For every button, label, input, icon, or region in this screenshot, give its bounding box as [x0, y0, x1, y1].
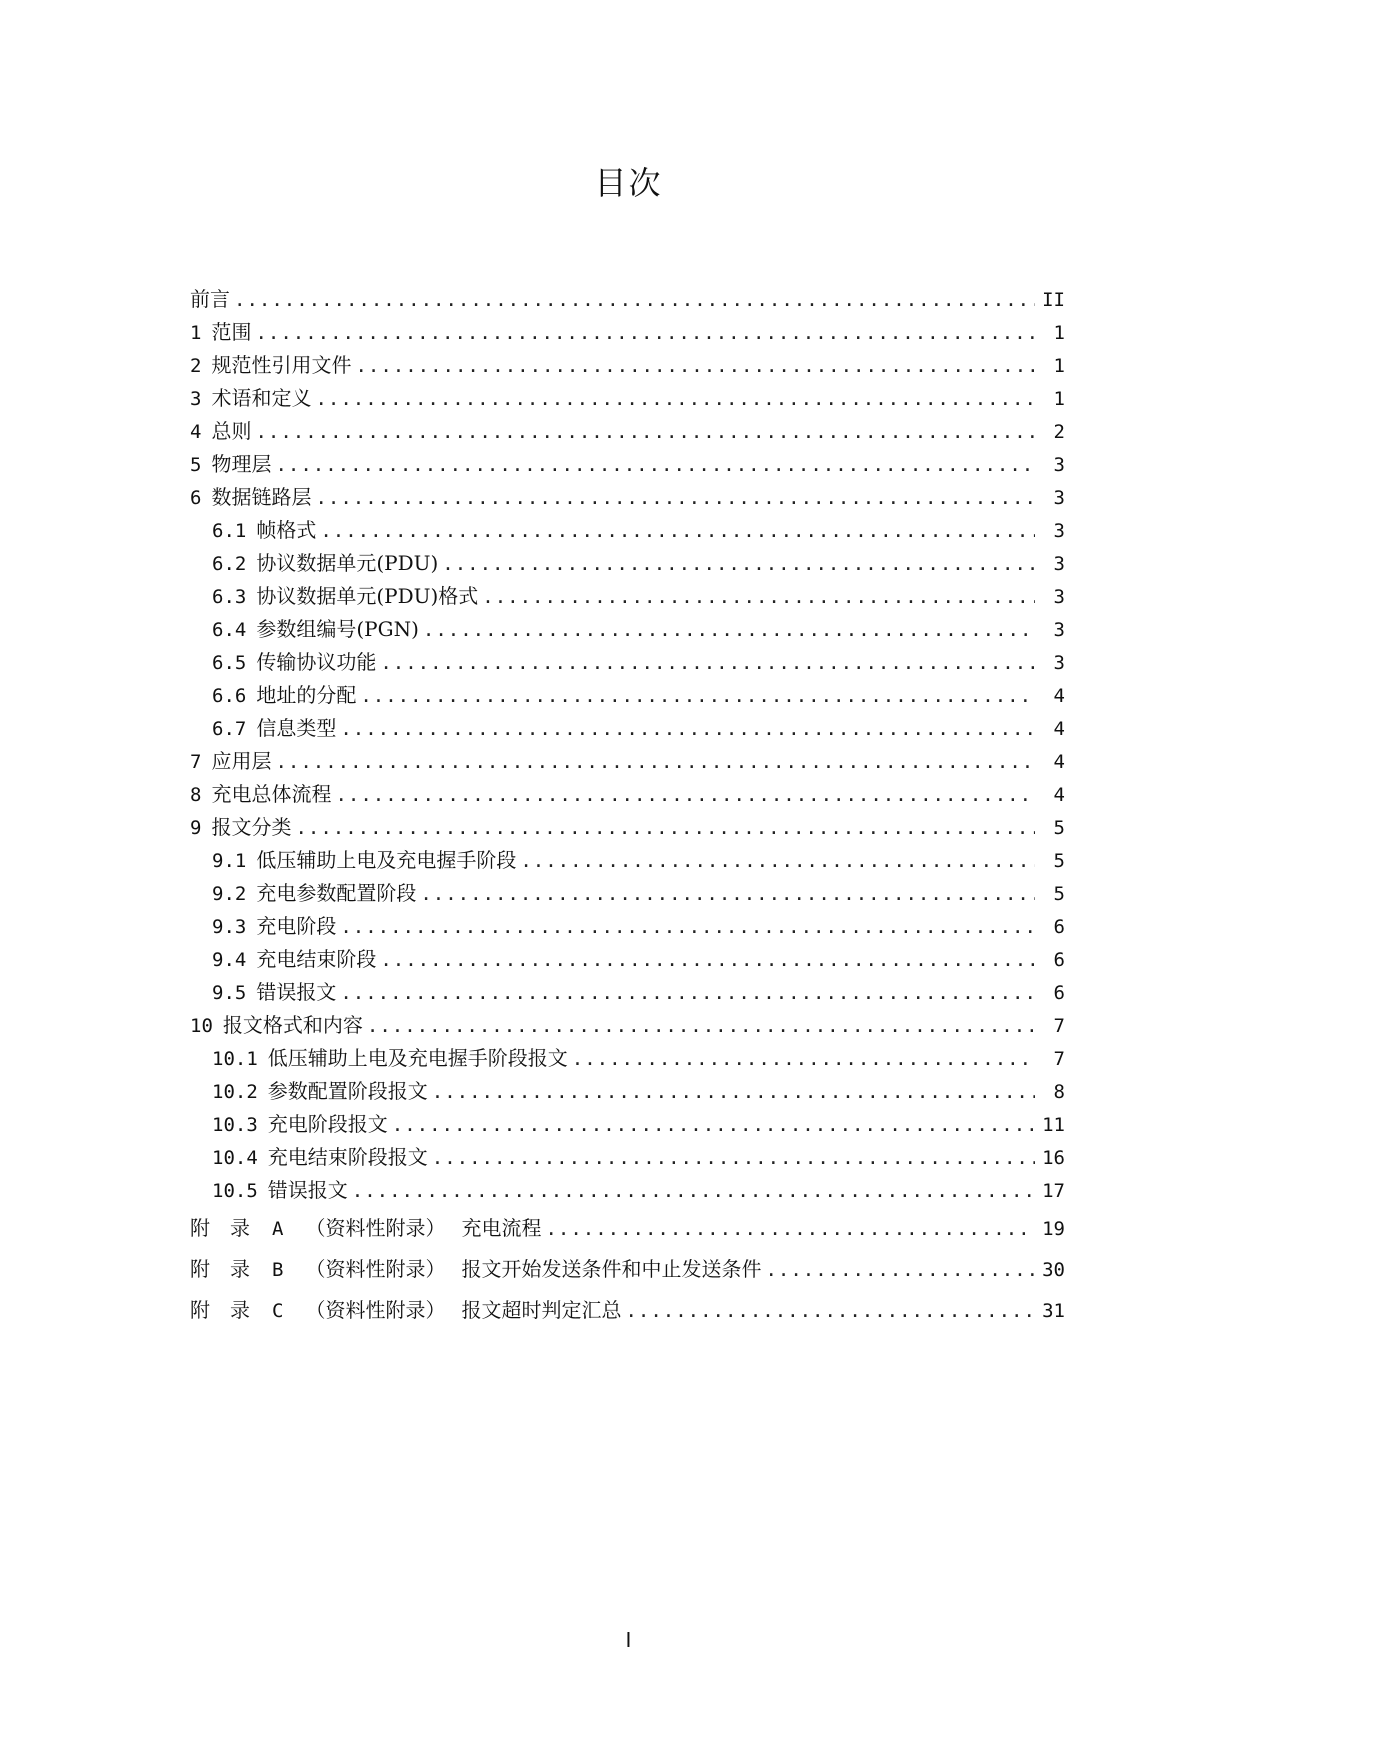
- dot-leader: [255, 317, 1035, 350]
- toc-entry-text: 前言: [190, 287, 230, 311]
- toc-entry-title: [190, 745, 271, 779]
- toc-entry-page: 3: [1053, 454, 1065, 476]
- toc-entry-text: 报文分类: [211, 815, 292, 839]
- toc-entry-page: 6: [1053, 982, 1065, 1004]
- toc-entry-number: 3: [190, 388, 202, 410]
- toc-entry-text: 错误报文: [256, 980, 337, 1004]
- toc-entry-number: 9.4: [212, 949, 247, 971]
- appendix-letter: C: [272, 1300, 284, 1322]
- toc-entry-text: 范围: [211, 320, 252, 344]
- toc-entry-text: 规范性引用文件: [211, 353, 352, 377]
- toc-entry[interactable]: [190, 448, 1065, 481]
- toc-appendix-page: 31: [1042, 1300, 1065, 1322]
- toc-entry[interactable]: [190, 349, 1065, 382]
- dot-leader: [432, 1076, 1035, 1109]
- appendix-type: （资料性附录）: [305, 1298, 446, 1322]
- toc-entry-page: 16: [1042, 1147, 1065, 1169]
- toc-entry[interactable]: [190, 778, 1065, 811]
- toc-entry[interactable]: [190, 316, 1065, 349]
- toc-entry-title: [212, 976, 336, 1010]
- toc-entry-title: [212, 679, 356, 713]
- toc-entry-title: [212, 1042, 568, 1076]
- toc-entry-number: 6.1: [212, 520, 247, 542]
- toc-appendix-entry[interactable]: [190, 1249, 1065, 1290]
- toc-entry-text: 充电结束阶段报文: [267, 1145, 428, 1169]
- toc-entry-number: 6.4: [212, 619, 247, 641]
- dot-leader: [625, 1291, 1035, 1332]
- toc-entry-title: [190, 448, 271, 482]
- toc-entry-text: 传输协议功能: [256, 650, 377, 674]
- toc-entry-number: 9.5: [212, 982, 247, 1004]
- toc-entry[interactable]: [190, 943, 1065, 976]
- toc-entry-number: 6.6: [212, 685, 247, 707]
- dot-leader: [765, 1250, 1035, 1291]
- toc-entry-number: 6.7: [212, 718, 247, 740]
- toc-entry[interactable]: [190, 679, 1065, 712]
- appendix-label: 附 录: [190, 1257, 250, 1281]
- dot-leader: [340, 713, 1035, 746]
- toc-entry-number: 9.1: [212, 850, 247, 872]
- toc-entry-page: 3: [1053, 652, 1065, 674]
- toc-entry[interactable]: [190, 481, 1065, 514]
- dot-leader: [335, 779, 1035, 812]
- toc-entry-title: [212, 910, 336, 944]
- toc-entry-number: 9: [190, 817, 202, 839]
- toc-entry-title: [212, 1141, 428, 1175]
- toc-entry-text: 数据链路层: [211, 485, 312, 509]
- toc-entry-text: 协议数据单元(PDU): [256, 551, 439, 575]
- toc-entry-title: [190, 382, 311, 416]
- dot-leader: [340, 977, 1035, 1010]
- dot-leader: [367, 1010, 1035, 1043]
- dot-leader: [352, 1175, 1035, 1208]
- toc-entry-title: [212, 877, 416, 911]
- toc-appendix-page: 19: [1042, 1218, 1065, 1240]
- toc-entry[interactable]: [190, 613, 1065, 646]
- toc-entry-title: [212, 1075, 428, 1109]
- toc-entry-number: 10.1: [212, 1048, 258, 1070]
- toc-entry-page: 5: [1053, 850, 1065, 872]
- toc-entry-text: 充电阶段报文: [267, 1112, 388, 1136]
- toc-entry-page: 6: [1053, 949, 1065, 971]
- toc-entry[interactable]: [190, 1042, 1065, 1075]
- dot-leader: [380, 944, 1035, 977]
- toc-entry-page: 7: [1053, 1015, 1065, 1037]
- dot-leader: [442, 548, 1035, 581]
- dot-leader: [275, 449, 1035, 482]
- toc-entry-text: 应用层: [211, 749, 272, 773]
- toc-entry[interactable]: [190, 283, 1065, 316]
- toc-entry[interactable]: [190, 646, 1065, 679]
- toc-entry-page: 3: [1053, 487, 1065, 509]
- toc-entry-title: [212, 613, 419, 647]
- toc-entry-text: 参数配置阶段报文: [267, 1079, 428, 1103]
- toc-entry-number: 5: [190, 454, 202, 476]
- dot-leader: [315, 482, 1035, 515]
- dot-leader: [255, 416, 1035, 449]
- toc-entry-number: 4: [190, 421, 202, 443]
- toc-entry-number: 6: [190, 487, 202, 509]
- toc-entry-title: [190, 415, 251, 449]
- toc-entry[interactable]: [190, 1009, 1065, 1042]
- table-of-contents: [190, 283, 1065, 1331]
- toc-entry-title: [212, 547, 438, 581]
- toc-entry-number: 10: [190, 1015, 213, 1037]
- toc-entry-number: 10.5: [212, 1180, 258, 1202]
- toc-entry-title: [212, 1108, 388, 1142]
- dot-leader: [295, 812, 1035, 845]
- dot-leader: [340, 911, 1035, 944]
- toc-entry-title: [212, 844, 516, 878]
- toc-entry[interactable]: [190, 415, 1065, 448]
- toc-entry-title: [190, 481, 311, 515]
- toc-entry[interactable]: [190, 1174, 1065, 1207]
- dot-leader: [320, 515, 1035, 548]
- toc-entry-text: 充电总体流程: [211, 782, 332, 806]
- toc-entry-title: [212, 943, 376, 977]
- toc-entry-text: 信息类型: [256, 716, 337, 740]
- toc-entry-number: 7: [190, 751, 202, 773]
- toc-entry-page: 3: [1053, 619, 1065, 641]
- toc-entry-page: 4: [1053, 784, 1065, 806]
- toc-entry-text: 总则: [211, 419, 252, 443]
- appendix-type: （资料性附录）: [305, 1257, 446, 1281]
- toc-entry-title: [190, 778, 331, 812]
- appendix-letter: A: [272, 1218, 284, 1240]
- toc-entry-text: 充电参数配置阶段: [256, 881, 417, 905]
- toc-entry-page: 7: [1053, 1048, 1065, 1070]
- toc-entry-title: [212, 1174, 348, 1208]
- toc-appendix-entry[interactable]: [190, 1208, 1065, 1249]
- toc-entry-page: 3: [1053, 520, 1065, 542]
- toc-entry-text: 帧格式: [256, 518, 317, 542]
- toc-entry-title: [212, 646, 376, 680]
- toc-entry-page: 17: [1042, 1180, 1065, 1202]
- toc-entry[interactable]: [190, 976, 1065, 1009]
- toc-appendix-title: [190, 1290, 621, 1332]
- toc-entry-number: 9.3: [212, 916, 247, 938]
- dot-leader: [234, 284, 1035, 317]
- dot-leader: [482, 581, 1035, 614]
- toc-entry[interactable]: [190, 382, 1065, 415]
- toc-entry-page: 4: [1053, 751, 1065, 773]
- toc-entry-number: 6.2: [212, 553, 247, 575]
- dot-leader: [275, 746, 1035, 779]
- toc-entry-page: 8: [1053, 1081, 1065, 1103]
- toc-entry[interactable]: [190, 712, 1065, 745]
- toc-entry-number: 9.2: [212, 883, 247, 905]
- toc-entry-title: [190, 1009, 363, 1043]
- toc-entry-number: 10.4: [212, 1147, 258, 1169]
- appendix-label: 附 录: [190, 1298, 250, 1322]
- toc-entry-page: 5: [1053, 817, 1065, 839]
- toc-entry-number: 1: [190, 322, 202, 344]
- toc-entry[interactable]: [190, 745, 1065, 778]
- toc-entry[interactable]: [190, 1075, 1065, 1108]
- toc-entry-page: 5: [1053, 883, 1065, 905]
- toc-appendix-entry[interactable]: [190, 1290, 1065, 1331]
- dot-leader: [545, 1209, 1035, 1250]
- toc-entry[interactable]: [190, 811, 1065, 844]
- toc-entry-page: 4: [1053, 685, 1065, 707]
- toc-appendix-title: [190, 1249, 761, 1291]
- toc-entry-page: II: [1042, 289, 1065, 311]
- toc-entry-page: 1: [1053, 388, 1065, 410]
- toc-entry-text: 充电阶段: [256, 914, 337, 938]
- toc-entry-page: 3: [1053, 586, 1065, 608]
- toc-entry-text: 物理层: [211, 452, 272, 476]
- toc-entry-number: 2: [190, 355, 202, 377]
- toc-entry-page: 4: [1053, 718, 1065, 740]
- toc-entry-text: 协议数据单元(PDU)格式: [256, 584, 479, 608]
- toc-entry-page: 2: [1053, 421, 1065, 443]
- dot-leader: [360, 680, 1035, 713]
- toc-entry-title: [212, 580, 478, 614]
- toc-entry[interactable]: [190, 1141, 1065, 1174]
- toc-entry-text: 地址的分配: [256, 683, 357, 707]
- appendix-letter: B: [272, 1259, 284, 1281]
- dot-leader: [420, 878, 1035, 911]
- toc-appendix-title: [190, 1208, 541, 1250]
- toc-entry-title: [190, 349, 351, 383]
- toc-entry-title: [190, 316, 251, 350]
- page-title: 目次: [594, 164, 663, 202]
- dot-leader: [315, 383, 1035, 416]
- toc-entry-number: 10.3: [212, 1114, 258, 1136]
- toc-entry-number: 6.5: [212, 652, 247, 674]
- toc-entry-text: 低压辅助上电及充电握手阶段: [256, 848, 517, 872]
- toc-entry-title: [212, 514, 316, 548]
- toc-entry-text: 充电结束阶段: [256, 947, 377, 971]
- toc-entry-text: 参数组编号(PGN): [256, 617, 419, 641]
- toc-entry[interactable]: [190, 1108, 1065, 1141]
- page-number: I: [625, 1628, 632, 1652]
- toc-entry-page: 6: [1053, 916, 1065, 938]
- toc-entry-page: 3: [1053, 553, 1065, 575]
- toc-entry[interactable]: [190, 580, 1065, 613]
- toc-entry-text: 低压辅助上电及充电握手阶段报文: [267, 1046, 568, 1070]
- toc-entry[interactable]: [190, 547, 1065, 580]
- toc-entry-title: [190, 811, 291, 845]
- toc-entry[interactable]: [190, 844, 1065, 877]
- toc-entry-text: 术语和定义: [211, 386, 312, 410]
- toc-entry-page: 1: [1053, 322, 1065, 344]
- toc-entry[interactable]: [190, 877, 1065, 910]
- toc-entry-page: 1: [1053, 355, 1065, 377]
- dot-leader: [392, 1109, 1035, 1142]
- toc-entry-number: 6.3: [212, 586, 247, 608]
- dot-leader: [520, 845, 1035, 878]
- appendix-label: 附 录: [190, 1216, 250, 1240]
- toc-entry-number: 10.2: [212, 1081, 258, 1103]
- appendix-type: （资料性附录）: [305, 1216, 446, 1240]
- toc-entry-title: [212, 712, 336, 746]
- toc-entry[interactable]: [190, 514, 1065, 547]
- toc-entry[interactable]: [190, 910, 1065, 943]
- dot-leader: [355, 350, 1035, 383]
- dot-leader: [572, 1043, 1035, 1076]
- toc-entry-text: 错误报文: [267, 1178, 348, 1202]
- toc-entry-page: 11: [1042, 1114, 1065, 1136]
- appendix-text: 充电流程: [461, 1216, 542, 1240]
- appendix-text: 报文超时判定汇总: [461, 1298, 622, 1322]
- toc-entry-number: 8: [190, 784, 202, 806]
- toc-appendix-page: 30: [1042, 1259, 1065, 1281]
- dot-leader: [432, 1142, 1035, 1175]
- appendix-text: 报文开始发送条件和中止发送条件: [461, 1257, 762, 1281]
- toc-entry-title: [190, 283, 230, 316]
- toc-entry-text: 报文格式和内容: [222, 1013, 363, 1037]
- dot-leader: [423, 614, 1035, 647]
- dot-leader: [380, 647, 1035, 680]
